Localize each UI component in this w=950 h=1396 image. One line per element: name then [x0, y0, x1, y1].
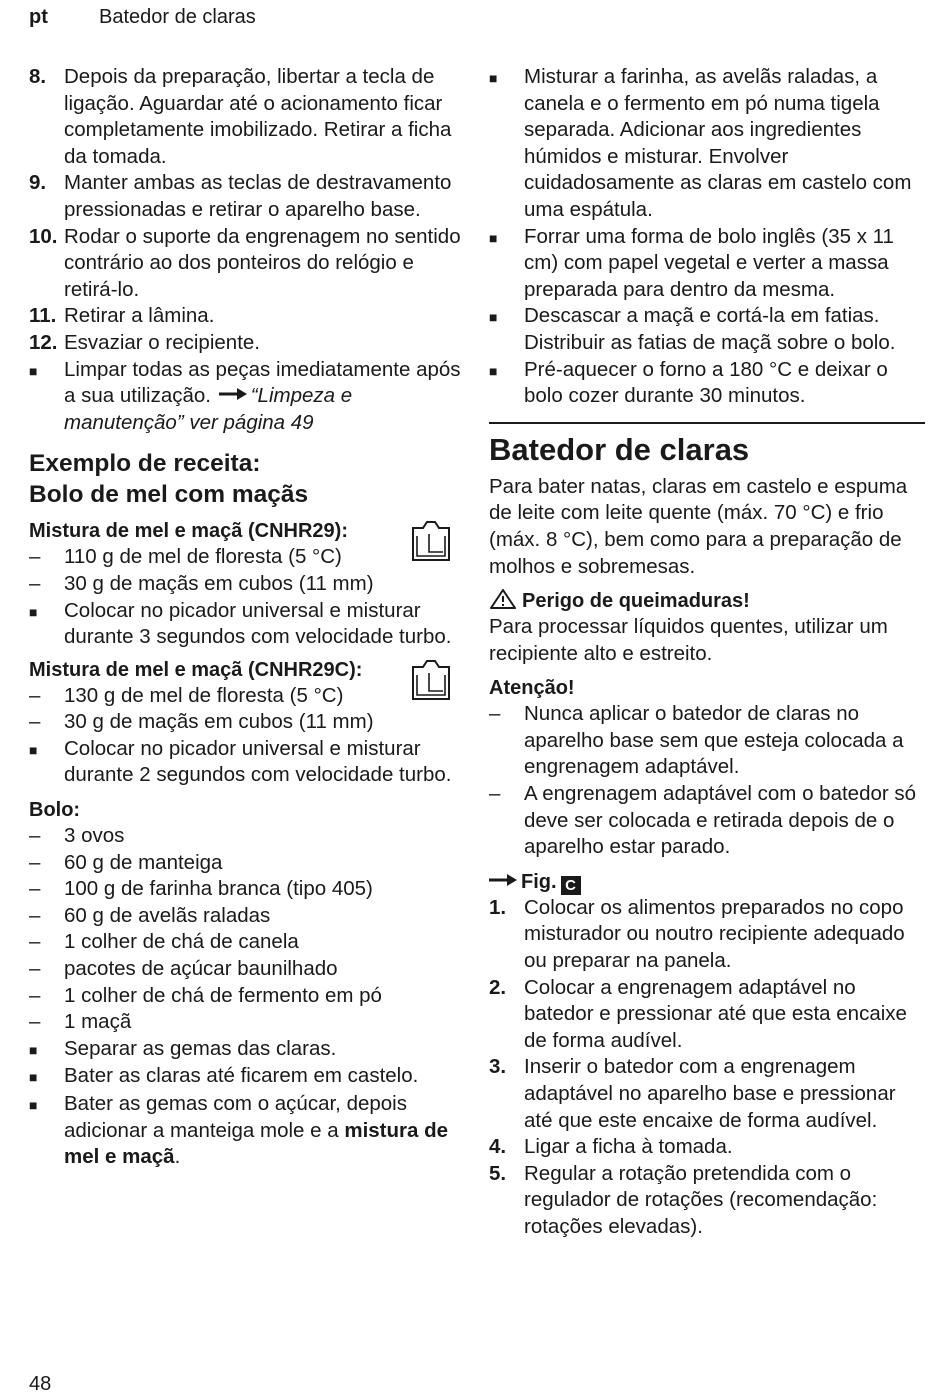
list-item: ■ Forrar uma forma de bolo inglês (35 x 11 cm) com papel vegetal e verter a massa preparada para dentro da mesma.	[489, 224, 925, 304]
step-12: 12. Esvaziar o recipiente.	[29, 330, 260, 354]
list-item: ■ Bater as gemas com o açúcar, depois adicionar a manteiga mole e a mistura de mel e maçã.	[29, 1091, 467, 1171]
square-bullet: ■	[29, 1041, 38, 1058]
square-bullet: ■	[29, 362, 38, 379]
square-bullet: ■	[489, 229, 498, 246]
list-item: – pacotes de açúcar baunilhado	[29, 957, 338, 981]
list-item: ■ Separar as gemas das claras.	[29, 1036, 467, 1064]
list-item: ■ Descascar a maçã e cortá-la em fatias. Distribuir as fatias de maçã sobre o bolo.	[489, 303, 925, 356]
mix-title: Mistura de mel e maçã (CNHR29C):	[29, 658, 363, 681]
intro-paragraph: Para bater natas, claras em castelo e espuma de leite com leite quente (máx. 70 °C) e frio (máx. 8 °C), bem como para a preparação de molhos e sobremesas.	[489, 474, 908, 578]
list-item: ■ Colocar no picador universal e misturar durante 2 segundos com velocidade turbo.	[29, 736, 467, 789]
square-bullet: ■	[29, 741, 38, 758]
list-item: – 60 g de avelãs raladas	[29, 903, 271, 927]
list-item: – 130 g de mel de floresta (5 °C)	[29, 683, 344, 707]
square-bullet: ■	[29, 603, 38, 620]
figure-reference: Fig. C	[489, 869, 925, 895]
clean-bullet: ■ Limpar todas as peças imediatamente após a sua utilização. “Limpeza e manutenção” ver página 49	[29, 357, 467, 437]
mix-title: Mistura de mel e maçã (CNHR29):	[29, 520, 348, 543]
mix-cnhr29	[29, 518, 467, 650]
list-item: – 1 colher de chá de fermento em pó	[29, 983, 382, 1007]
chopper-bowl-icon	[409, 516, 455, 564]
list-item: – 1 colher de chá de canela	[29, 930, 299, 954]
arrow-right-icon	[489, 873, 517, 887]
square-bullet: ■	[29, 1069, 38, 1086]
chopper-bowl-icon	[409, 655, 455, 703]
square-bullet: ■	[489, 70, 498, 86]
step-3: 3. Inserir o batedor com a engrenagem adaptável no aparelho base e pressionar até que este encaixe de forma audível.	[489, 1055, 896, 1132]
header-title: Batedor de claras	[99, 6, 256, 28]
step-10: 10. Rodar o suporte da engrenagem no sentido contrário ao dos ponteiros do relógio e retirá-lo.	[29, 224, 461, 301]
figure-letter-badge: C	[561, 876, 581, 895]
warning-text: Para processar líquidos quentes, utilizar um recipiente alto e estreito.	[489, 615, 888, 665]
section-title: Batedor de claras	[489, 431, 750, 467]
step-1: 1. Colocar os alimentos preparados no copo misturador ou noutro recipiente adequado ou preparar na panela.	[489, 895, 905, 973]
step-9: 9. Manter ambas as teclas de destravamento pressionadas e retirar o aparelho base.	[29, 171, 452, 221]
list-item: – 3 ovos	[29, 824, 125, 848]
mix-cnhr29c	[29, 657, 467, 789]
list-item: ■ Bater as claras até ficarem em castelo.	[29, 1063, 467, 1091]
list-item: ■ Misturar a farinha, as avelãs raladas, a canela e o fermento em pó numa tigela separada. Adicionar aos ingredientes húmidos e misturar. Envolver cuidadosamente as claras em castelo com uma espátula.	[489, 64, 925, 224]
square-bullet: ■	[29, 1097, 38, 1113]
list-item: – 30 g de maçãs em cubos (11 mm)	[29, 571, 374, 595]
list-item: – 60 g de manteiga	[29, 850, 223, 874]
page-header	[29, 6, 256, 29]
arrow-right-icon	[219, 387, 247, 401]
square-bullet: ■	[489, 309, 498, 326]
warning-icon	[489, 588, 517, 610]
list-item: – 1 maçã	[29, 1010, 132, 1034]
list-item: – Nunca aplicar o batedor de claras no aparelho base sem que esteja colocada a engrenagem adaptável.	[489, 702, 904, 779]
section-divider	[489, 422, 925, 424]
cross-reference-link[interactable]: “Limpeza e manutenção” ver página 49	[64, 384, 353, 434]
step-8: 8. Depois da preparação, libertar a tecla de ligação. Aguardar até o acionamento ficar completamente imobilizado. Retirar a ficha da tomada.	[29, 65, 452, 168]
step-5: 5. Regular a rotação pretendida com o regulador de rotações (recomendação: rotações elevadas).	[489, 1161, 878, 1238]
list-item: – 110 g de mel de floresta (5 °C)	[29, 545, 342, 569]
step-2: 2. Colocar a engrenagem adaptável no batedor e pressionar até que esta encaixe de forma audível.	[489, 975, 907, 1052]
list-item: ■ Pré-aquecer o forno a 180 °C e deixar o bolo cozer durante 30 minutos.	[489, 357, 925, 410]
list-item: – 30 g de maçãs em cubos (11 mm)	[29, 710, 374, 734]
list-item: ■ Colocar no picador universal e misturar durante 3 segundos com velocidade turbo.	[29, 598, 467, 651]
list-item: – A engrenagem adaptável com o batedor só deve ser colocada e retirada depois de o aparelho estar parado.	[489, 782, 917, 859]
right-column	[489, 64, 925, 1241]
language-code: pt	[29, 6, 48, 28]
recipe-title: Exemplo de receita: Bolo de mel com maçãs	[29, 450, 309, 509]
page-number: 48	[29, 1373, 52, 1395]
step-4: 4. Ligar a ficha à tomada.	[489, 1135, 733, 1159]
step-11: 11. Retirar a lâmina.	[29, 304, 215, 328]
left-column	[29, 64, 467, 1171]
cake-title: Bolo:	[29, 799, 81, 822]
attention-heading: Atenção!	[489, 677, 575, 700]
warning-heading: Perigo de queimaduras!	[489, 588, 925, 614]
square-bullet: ■	[489, 362, 498, 379]
list-item: – 100 g de farinha branca (tipo 405)	[29, 877, 373, 901]
